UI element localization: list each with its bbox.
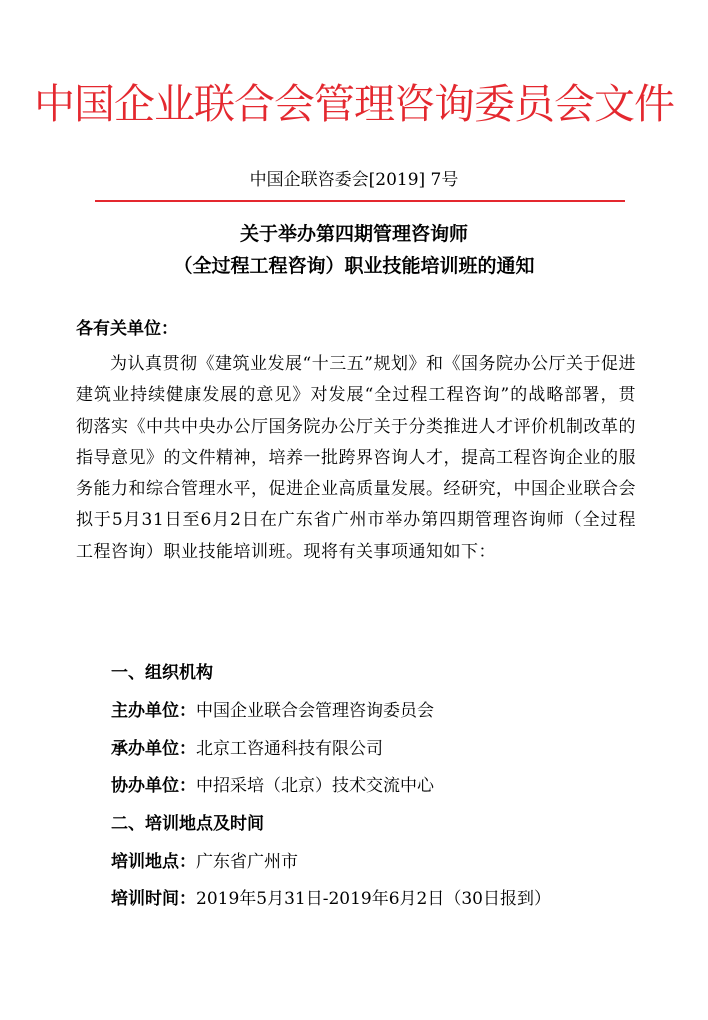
notice-body (76, 314, 636, 568)
host-value: 北京工咨通科技有限公司 (196, 739, 383, 759)
organizer-value: 中国企业联合会管理咨询委员会 (196, 701, 434, 721)
co-organizer-label: 协办单位： (111, 776, 196, 796)
time-value: 2019年5月31日-2019年6月2日（30日报到） (196, 889, 551, 909)
location-label: 培训地点： (111, 852, 196, 872)
host-label: 承办单位： (111, 739, 196, 759)
organizer-line (111, 699, 434, 723)
salutation: 各有关单位： (76, 319, 178, 339)
co-organizer-value: 中招采培（北京）技术交流中心 (196, 776, 434, 796)
section-2-heading (111, 812, 264, 836)
document-header-title: 中国企业联合会管理咨询委员会文件 (34, 80, 674, 128)
notice-title-line-2: （全过程工程咨询）职业技能培训班的通知 (173, 255, 535, 277)
host-line (111, 737, 383, 761)
intro-paragraph: 为认真贯彻《建筑业发展“十三五”规划》和《国务院办公厅关于促进建筑业持续健康发展的意见》对发展“全过程工程咨询”的战略部署，贯彻落实《中共中央办公厅国务院办公厅关于分类推进人才评价机制改革的指导意见》的文件精神，培养一批跨界咨询人才，提高工程咨询企业的服务能力和综合管理水平，促进企业高质量发展。经研究，中国企业联合会拟于5月31日至6月2日在广东省广州市举办第四期管理咨询师（全过程工程咨询）职业技能培训班。现将有关事项通知如下： (76, 354, 636, 562)
time-label: 培训时间： (111, 889, 196, 909)
location-line (111, 850, 298, 874)
notice-title-line-1: 关于举办第四期管理咨询师 (239, 223, 468, 245)
co-organizer-line (111, 774, 434, 798)
document-number: 中国企联咨委会[2019] 7号 (249, 170, 459, 190)
section-2-heading-text: 二、培训地点及时间 (111, 814, 264, 834)
organizer-label: 主办单位： (111, 701, 196, 721)
section-1-heading (111, 661, 213, 685)
red-divider-line (95, 200, 625, 202)
section-1-heading-text: 一、组织机构 (111, 663, 213, 683)
location-value: 广东省广州市 (196, 852, 298, 872)
time-line (111, 887, 551, 911)
notice-title (0, 218, 708, 282)
